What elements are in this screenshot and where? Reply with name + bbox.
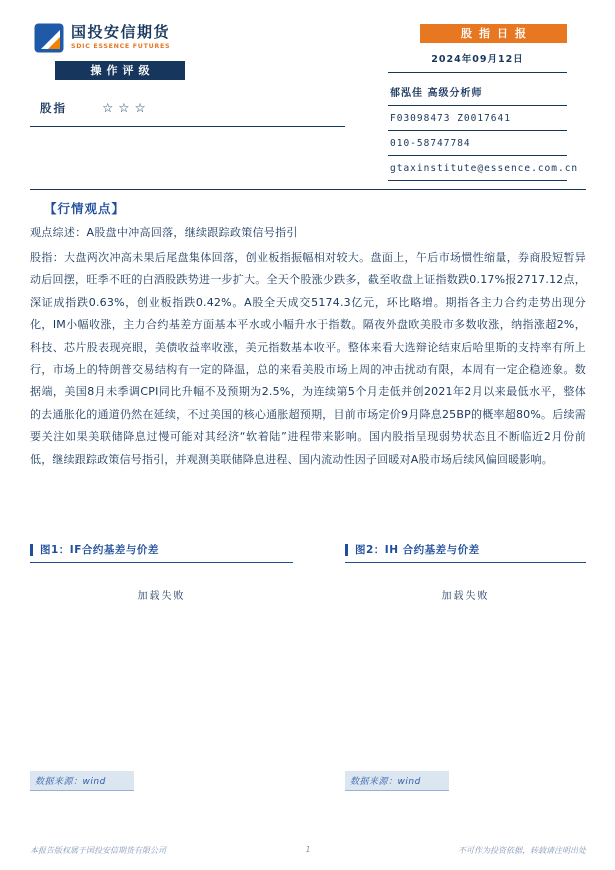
rating-stars: ☆☆☆ <box>102 100 151 115</box>
figure-2-chart-area <box>345 563 586 769</box>
body-paragraph: 股指：大盘两次冲高未果后尾盘集体回落，创业板指振幅相对较大。盘面上，午后市场惯性缩量，券商股短暂异动后回摆，旺季不旺的白酒股跌势进一步扩大。全天个股涨少跌多，截至收盘上证指数跌0.17%报2717.12点，深证成指跌0.63%，创业板指跌0.42%。A股全天成交5174.3亿元，环比略增。期指各主力合约走势出现分化，IM小幅收涨，主力合约基差方面基本平水或小幅升水于指数。隔夜外盘欧美股市多数收涨，纳指涨超2%，科技、芯片股表现亮眼，美债收益率收涨，美元指数基本收平。整体来看大选辩论结束后哈里斯的支持率有所上行，市场上的特朗普交易结构有一定的降温，总的来看美股市场上周的冲击扰动有限，本周有一定企稳迹象。数据端，美国8月未季调CPI同比升幅不及预期为2.5%，为连续第5个月走低并创2021年2月以来最低水平，整体的去通胀化的通道仍然在延续，不过美国的核心通胀超预期，目前市场定价9月降息25BP的概率超80%。后续需要关注如果美联储降息过慢可能对其经济“软着陆”进程带来影响。国内股指呈现弱势状态且不断临近2月份前低，继续跟踪政策信号指引，并观测美联储降息进程、国内流动性因子回暖对A股市场后续风偏回暖影响。 <box>30 251 586 466</box>
page-footer <box>30 845 586 856</box>
instrument-label: 股指 <box>40 101 67 115</box>
section-title: 【行情观点】 <box>44 201 126 216</box>
footer-disclaimer: 不可作为投资依据，转载请注明出处 <box>458 846 586 855</box>
report-date: 2024年09月12日 <box>388 51 567 73</box>
report-type-badge: 股指日报 <box>420 24 567 43</box>
header-table-rule <box>30 126 345 127</box>
company-name-en: SDIC ESSENCE FUTURES <box>71 43 171 50</box>
analyst-email: gtaxinstitute@essence.com.cn <box>388 156 567 181</box>
figure-2-title-text: 图2：IH 合约基差与价差 <box>345 544 480 556</box>
figure-1-title-text: 图1：IF合约基差与价差 <box>30 544 159 556</box>
footer-page-number: 1 <box>305 845 311 854</box>
figure-2 <box>345 538 586 791</box>
figure-2-source: 数据来源：wind <box>345 771 449 791</box>
figure-1-title <box>30 538 293 563</box>
footer-copyright: 本报告版权属于国投安信期货有限公司 <box>30 846 166 855</box>
rating-badge: 操作评级 <box>55 61 185 80</box>
figure-2-title <box>345 538 586 563</box>
analyst-info-block <box>388 77 579 181</box>
figure-1-chart-area <box>30 563 293 769</box>
company-logo <box>34 23 170 57</box>
analyst-name: 郁泓佳 高级分析师 <box>388 77 567 106</box>
company-name-cn: 国投安信期货 <box>71 23 171 41</box>
company-logo-icon <box>34 23 64 57</box>
analyst-certificates: F03098473 Z0017641 <box>388 106 567 131</box>
figure-1-load-failed-text: 加载失败 <box>137 591 186 602</box>
summary-line: 观点综述：A股盘中冲高回落，继续跟踪政策信号指引 <box>30 226 298 239</box>
figure-2-load-failed-text: 加载失败 <box>441 591 490 602</box>
figure-1 <box>30 538 293 791</box>
header-divider <box>30 189 586 190</box>
instrument-rating-row <box>30 94 345 127</box>
analyst-phone: 010-58747784 <box>388 131 567 156</box>
figure-1-source: 数据来源：wind <box>30 771 134 791</box>
